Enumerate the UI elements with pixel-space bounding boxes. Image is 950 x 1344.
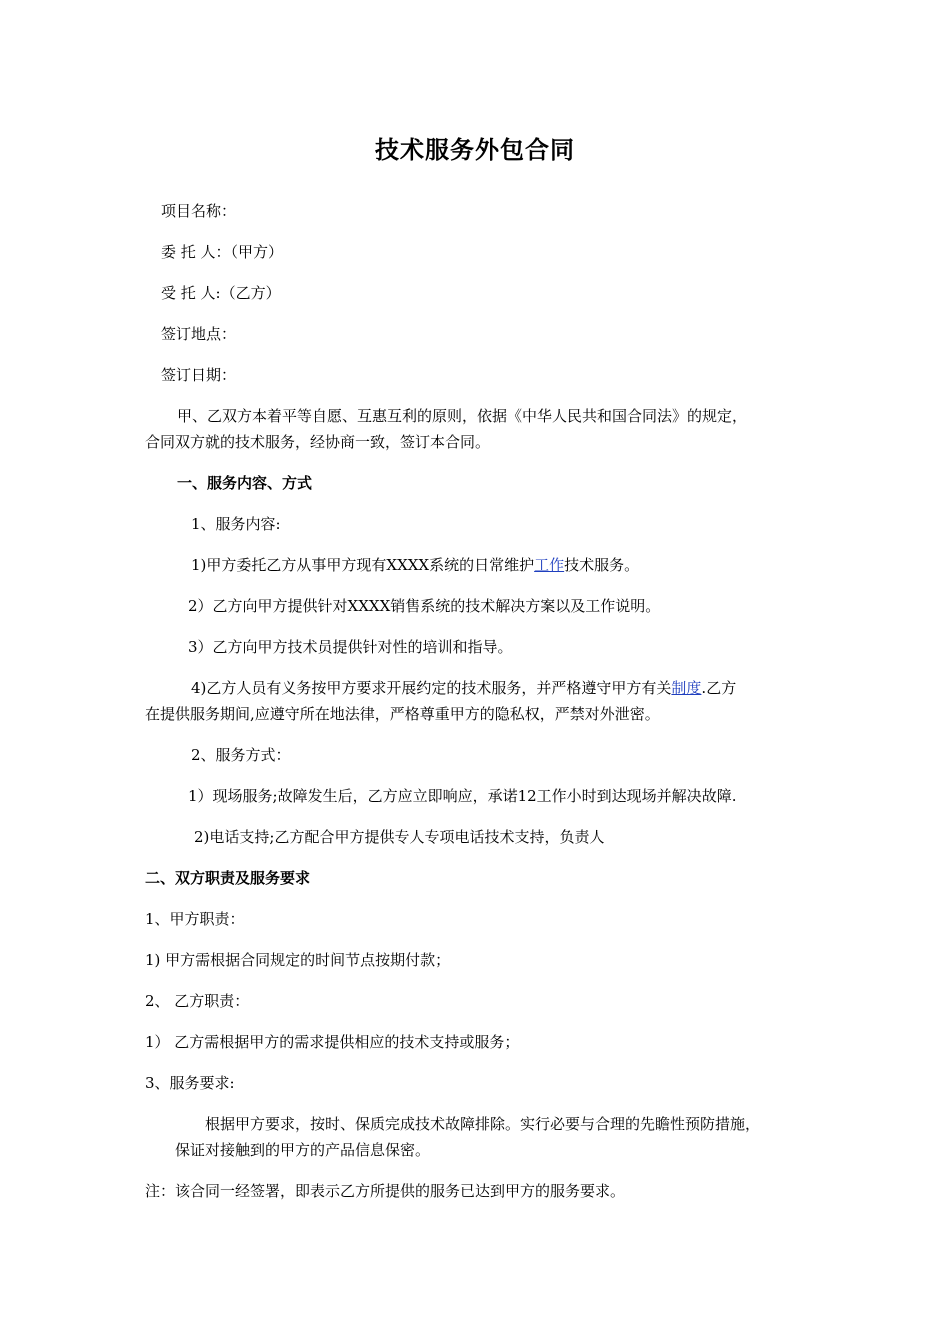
closing-note: 注：该合同一经签署，即表示乙方所提供的服务已达到甲方的服务要求。 bbox=[145, 1182, 626, 1200]
party-b-item: 1） 乙方需根据甲方的需求提供相应的技术支持或服务； bbox=[145, 1033, 520, 1051]
service-content-heading: 1、服务内容: bbox=[191, 515, 281, 533]
service-item-4-text-after: .乙方 bbox=[701, 679, 737, 697]
field-contractor: 受 托 人:（乙方） bbox=[161, 284, 281, 302]
field-project-name: 项目名称： bbox=[161, 202, 237, 220]
field-sign-place: 签订地点： bbox=[161, 325, 237, 343]
field-sign-date: 签订日期： bbox=[161, 366, 237, 384]
service-method-2: 2)电话支持;乙方配合甲方提供专人专项电话技术支持，负责人 bbox=[194, 828, 605, 846]
intro-line-2: 合同双方就的技术服务，经协商一致，签订本合同。 bbox=[145, 433, 491, 451]
party-a-item: 1) 甲方需根据合同规定的时间节点按期付款； bbox=[145, 951, 451, 969]
service-item-4-text-before: 4)乙方人员有义务按甲方要求开展约定的技术服务，并严格遵守甲方有关 bbox=[191, 679, 672, 697]
service-item-4 bbox=[191, 678, 736, 698]
document-title: 技术服务外包合同 bbox=[375, 136, 575, 164]
service-method-heading: 2、服务方式： bbox=[191, 746, 291, 764]
service-item-2: 2）乙方向甲方提供针对XXXX销售系统的技术解决方案以及工作说明。 bbox=[188, 597, 661, 615]
party-b-heading: 2、 乙方职责： bbox=[145, 992, 250, 1010]
party-a-heading: 1、甲方职责： bbox=[145, 910, 245, 928]
service-item-1-text-before: 1)甲方委托乙方从事甲方现有XXXX系统的日常维护 bbox=[191, 556, 535, 574]
service-item-4-line-2: 在提供服务期间,应遵守所在地法律，严格尊重甲方的隐私权，严禁对外泄密。 bbox=[145, 705, 660, 723]
link-regulations[interactable]: 制度 bbox=[671, 679, 702, 697]
service-item-1-text-after: 技术服务。 bbox=[564, 556, 640, 574]
service-method-1: 1）现场服务;故障发生后，乙方应立即响应，承诺12工作小时到达现场并解决故障. bbox=[188, 787, 737, 805]
intro-line-1: 甲、乙双方本着平等自愿、互惠互利的原则，依据《中华人民共和国合同法》的规定， bbox=[177, 407, 748, 425]
field-client: 委 托 人：（甲方） bbox=[161, 243, 284, 261]
requirements-line-2: 保证对接触到的甲方的产品信息保密。 bbox=[175, 1141, 431, 1159]
requirements-line-1: 根据甲方要求，按时、保质完成技术故障排除。实行必要与合理的先瞻性预防措施， bbox=[205, 1115, 761, 1133]
link-work[interactable]: 工作 bbox=[534, 556, 565, 574]
requirements-heading: 3、服务要求: bbox=[145, 1074, 235, 1092]
section1-heading: 一、服务内容、方式 bbox=[177, 474, 313, 492]
section2-heading: 二、双方职责及服务要求 bbox=[145, 869, 311, 887]
service-item-1 bbox=[191, 555, 639, 575]
service-item-3: 3）乙方向甲方技术员提供针对性的培训和指导。 bbox=[188, 638, 513, 656]
